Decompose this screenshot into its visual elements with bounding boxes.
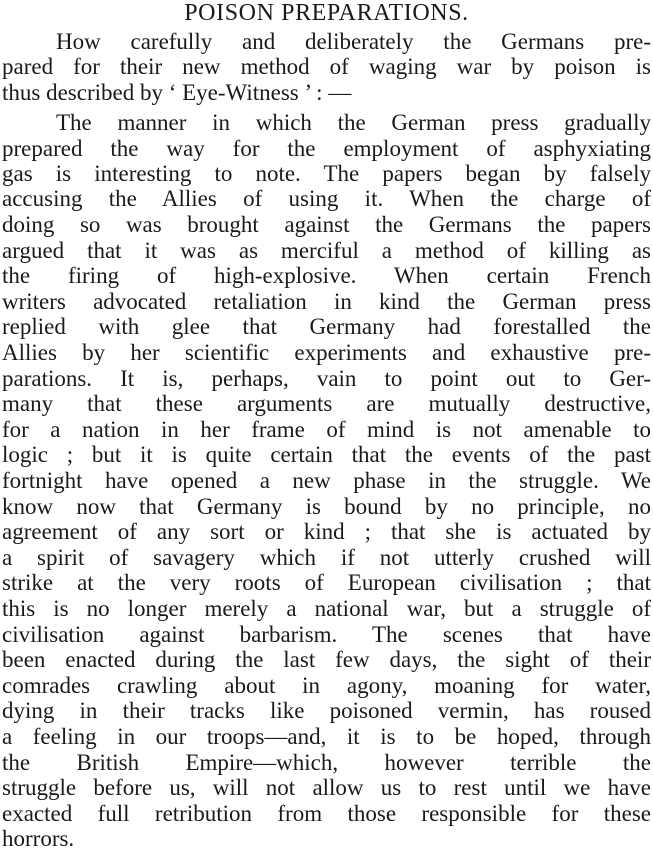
article-line: replied with glee that Germany had forestalled the xyxy=(2,314,651,339)
article-line: pared for their new method of waging war by poison is xyxy=(2,54,651,79)
article-line: doing so was brought against the Germans the papers xyxy=(2,212,651,237)
article-line: gas is interesting to note. The papers began by falsely xyxy=(2,161,651,186)
article-line: parations. It is, perhaps, vain to point out to Ger- xyxy=(2,366,651,391)
article-line: argued that it was as merciful a method of killing as xyxy=(2,238,651,263)
article-line: dying in their tracks like poisoned vermin, has roused xyxy=(2,698,651,723)
article-headline: POISON PREPARATIONS. xyxy=(184,0,469,26)
article-line: How carefully and deliberately the Germans pre- xyxy=(56,29,651,54)
article-line: horrors. xyxy=(2,826,75,851)
article-line: agreement of any sort or kind ; that she is actuated by xyxy=(2,519,651,544)
article-line: exacted full retribution from those responsible for these xyxy=(2,801,651,826)
article-line: logic ; but it is quite certain that the events of the past xyxy=(2,442,651,467)
article-line: know now that Germany is bound by no principle, no xyxy=(2,494,651,519)
article-line: civilisation against barbarism. The scenes that have xyxy=(2,622,651,647)
article-line: a spirit of savagery which if not utterly crushed will xyxy=(2,545,651,570)
article-line: The manner in which the German press gradually xyxy=(56,110,651,135)
article-line: Allies by her scientific experiments and exhaustive pre- xyxy=(2,340,651,365)
article-line: this is no longer merely a national war, but a struggle of xyxy=(2,596,651,621)
article-line: the firing of high-explosive. When certain French xyxy=(2,263,651,288)
article-line: thus described by ‘ Eye-Witness ’ : — xyxy=(2,80,352,105)
article-line: for a nation in her frame of mind is not amenable to xyxy=(2,417,651,442)
article-line: writers advocated retaliation in kind the German press xyxy=(2,289,651,314)
article-line: fortnight have opened a new phase in the struggle. We xyxy=(2,468,651,493)
article-line: accusing the Allies of using it. When the charge of xyxy=(2,186,651,211)
article-line: a feeling in our troops—and, it is to be hoped, through xyxy=(2,724,651,749)
article-line: prepared the way for the employment of asphyxiating xyxy=(2,136,651,161)
article-line: many that these arguments are mutually destructive, xyxy=(2,391,651,416)
article-line: comrades crawling about in agony, moaning for water, xyxy=(2,673,651,698)
article-line: strike at the very roots of European civilisation ; that xyxy=(2,570,651,595)
article-line: the British Empire—which, however terrible the xyxy=(2,750,651,775)
article-line: been enacted during the last few days, the sight of their xyxy=(2,647,651,672)
article-line: struggle before us, will not allow us to rest until we have xyxy=(2,775,651,800)
